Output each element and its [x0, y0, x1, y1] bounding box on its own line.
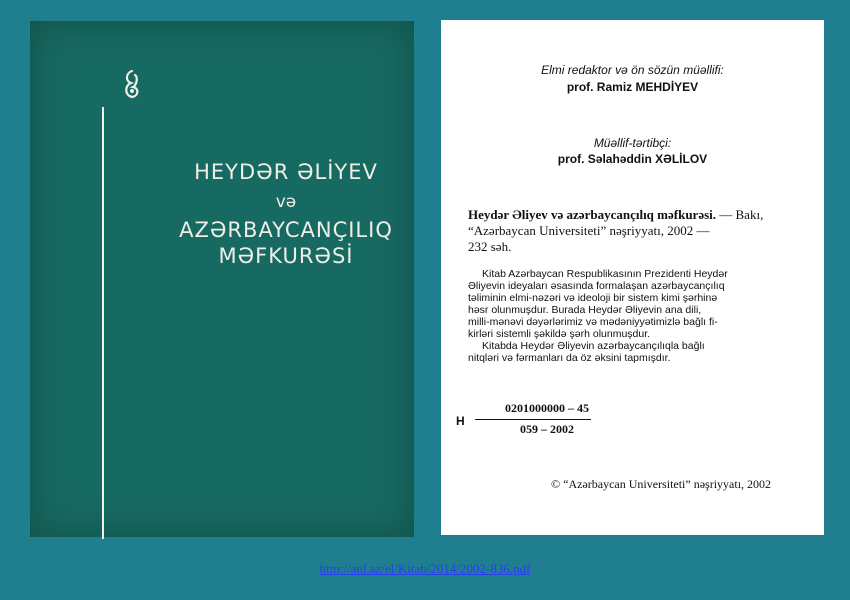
isbn-fraction-line — [475, 419, 591, 420]
biblio-rest: — Bakı, — [716, 207, 764, 222]
editor-name: prof. Ramiz MEHDİYEV — [566, 80, 699, 94]
cover-vertical-rule — [102, 107, 104, 539]
compiler-label: Müəllif-tərtibçi: — [593, 136, 672, 150]
annotation-line: Kitab Azərbaycan Respublikasının Prezidenti Heydər — [482, 268, 728, 280]
biblio-line-1 — [468, 207, 788, 223]
isbn-numerator: 0201000000 – 45 — [505, 401, 589, 415]
book-cover — [30, 21, 414, 537]
annotation-line: təliminin elmi-nəzəri və ideoloji bir sistem kimi şərhinə — [468, 292, 718, 304]
biblio-line-2: “Azərbaycan Universiteti” nəşriyyatı, 2002 — — [468, 223, 710, 238]
source-link[interactable]: http://anl.az/el/Kitab/2014/2002-836.pdf — [319, 561, 531, 576]
annotation-line: nitqləri və fərmanları da öz əksini tapmışdır. — [468, 352, 671, 364]
biblio-title: Heydər Əliyev və azərbaycançılıq məfkurəsi. — [468, 207, 717, 222]
title-page — [441, 20, 824, 535]
copyright-notice: © “Azərbaycan Universiteti” nəşriyyatı, 2002 — [551, 477, 772, 491]
editor-label: Elmi redaktor və ön sözün müəllifi: — [541, 63, 724, 77]
isbn-denominator: 059 – 2002 — [520, 422, 574, 436]
publisher-emblem-icon — [122, 69, 142, 109]
cover-title-line-4: MƏFKURƏSİ — [218, 244, 354, 268]
isbn-letter: H — [456, 414, 465, 428]
cover-title-line-1: HEYDƏR ƏLİYEV — [194, 160, 378, 184]
biblio-line-3: 232 səh. — [468, 239, 512, 254]
cover-title-line-3: AZƏRBAYCANÇILIQ — [179, 218, 393, 242]
annotation-line: milli-mənəvi dəyərlərimiz və mədəniyyətimizlə bağlı fi- — [468, 316, 718, 328]
annotation-line: kirləri sistemli şəkildə şərh olunmuşdur. — [468, 328, 651, 340]
annotation-line: həsr olunmuşdur. Burada Heydər Əliyevin ana dili, — [468, 304, 702, 316]
cover-title-line-2: və — [275, 192, 297, 212]
annotation-line: Kitabda Heydər Əliyevin azərbaycançılıqla bağlı — [482, 340, 705, 352]
compiler-name: prof. Səlahəddin XƏLİLOV — [557, 152, 708, 166]
annotation-line: Əliyevin ideyaları əsasında formalaşan azərbaycançılıq — [468, 280, 725, 292]
